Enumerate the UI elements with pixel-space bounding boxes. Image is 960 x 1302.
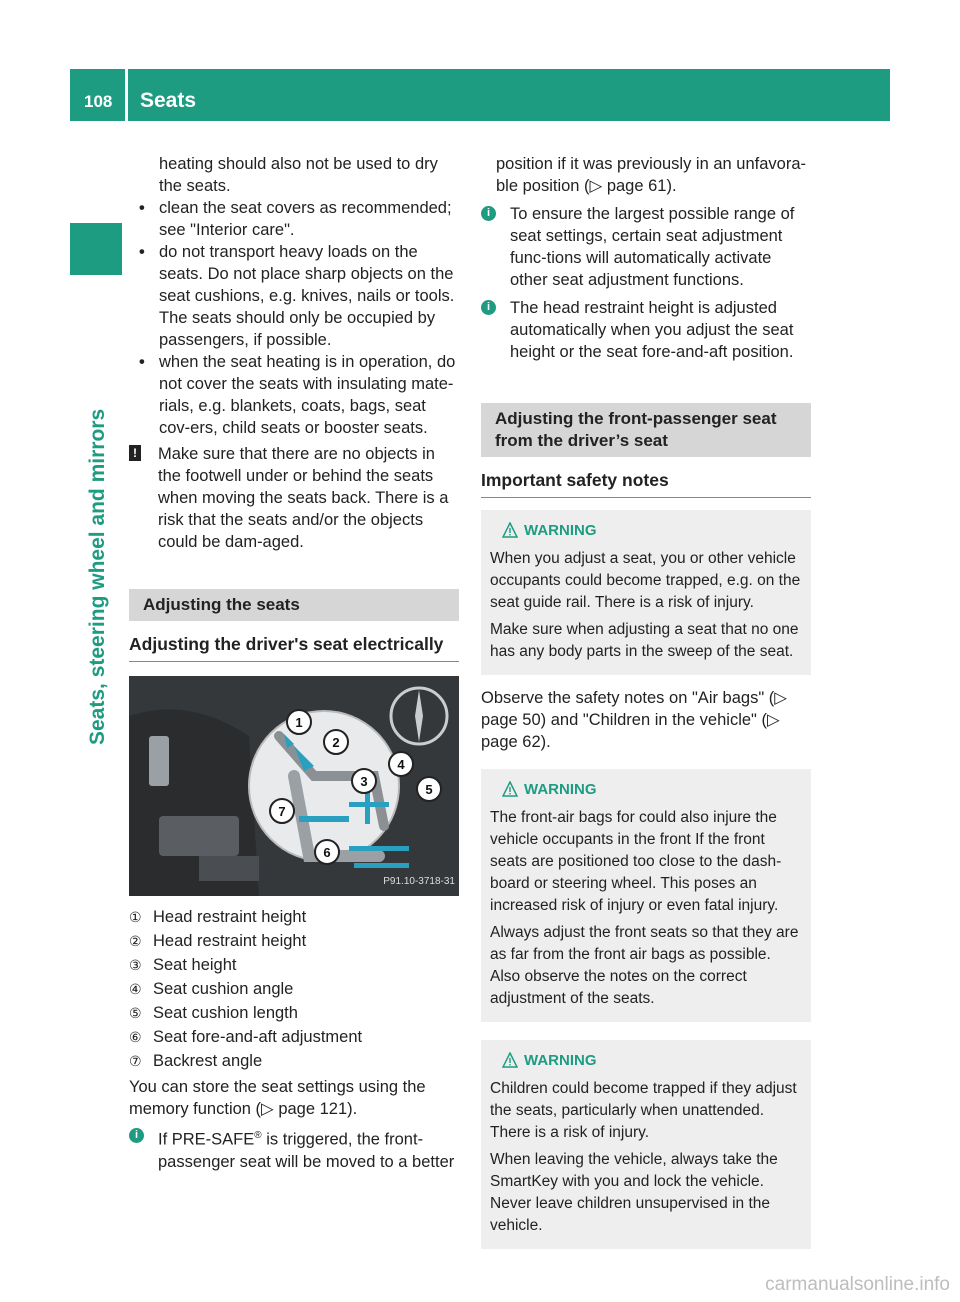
warning-triangle-icon <box>502 522 518 538</box>
info-icon: i <box>129 1128 144 1143</box>
warning-triangle-icon <box>502 781 518 797</box>
bullet-icon: • <box>139 199 145 217</box>
svg-text:3: 3 <box>360 774 368 789</box>
legend-number: ⑦ <box>129 1053 142 1069</box>
svg-text:7: 7 <box>278 804 286 819</box>
svg-text:5: 5 <box>425 782 433 797</box>
info-note: i To ensure the largest possible range of seat settings, certain seat adjustment func-tions will automatically activate other seat adjustment functions. <box>481 203 811 291</box>
legend-number: ② <box>129 933 142 949</box>
warning-heading: WARNING <box>490 779 802 801</box>
chapter-tab <box>70 223 122 275</box>
warning-text: When leaving the vehicle, always take the SmartKey with you and lock the vehicle. Never leave children unsupervised in the vehicle. <box>490 1151 778 1234</box>
svg-text:6: 6 <box>323 845 331 860</box>
legend-item: ④ Seat cushion angle <box>129 980 294 998</box>
legend-number: ⑥ <box>129 1029 142 1045</box>
warning-text: When you adjust a seat, you or other vehicle occupants could become trapped, e.g. on the seat guide rail. There is a risk of injury. <box>490 550 801 611</box>
warning-box <box>481 1040 811 1249</box>
svg-text:4: 4 <box>397 757 405 772</box>
seat-controls-figure <box>129 676 459 896</box>
legend-item: ⑥ Seat fore-and-aft adjustment <box>129 1028 363 1046</box>
list-item: • when the seat heating is in operation, do not cover the seats with insulating mate-rials, e.g. blankets, coats, bags, seat cov-ers, child seats or booster seats. <box>139 353 456 437</box>
presafe-continuation: position if it was previously in an unfavora-ble position (▷ page 61). <box>496 155 806 195</box>
warning-text: The front-air bags for could also injure the vehicle occupants in the front If the front seats are positioned too close to the dash-board or steering wheel. This poses an increased risk of injury or even fatal injury. <box>490 809 782 914</box>
legend-item: ① Head restraint height <box>129 908 307 926</box>
figure-code: P91.10-3718-31 <box>383 876 455 887</box>
legend-item: ⑤ Seat cushion length <box>129 1004 298 1022</box>
exclamation-icon: ! <box>129 445 141 461</box>
section-heading: Adjusting the front-passenger seat from the driver’s seat <box>481 403 811 457</box>
warning-text: Make sure when adjusting a seat that no one has any body parts in the sweep of the seat. <box>490 621 799 660</box>
legend-number: ③ <box>129 957 142 973</box>
page-number: 108 <box>84 92 113 111</box>
page-title: Seats <box>140 89 197 112</box>
svg-text:1: 1 <box>295 715 303 730</box>
right-column <box>481 153 811 1249</box>
info-note: i The head restraint height is adjusted automatically when you adjust the seat height or the seat fore-and-aft position. <box>481 297 811 363</box>
warning-text: Children could become trapped if they adjust the seats, particularly when unattended. There is a risk of injury. <box>490 1080 797 1141</box>
observe-text: Observe the safety notes on "Air bags" (▷ page 50) and "Children in the vehicle" (▷ page 62). <box>481 689 787 751</box>
section-heading: Adjusting the seats <box>129 589 459 621</box>
memory-text: You can store the seat settings using the memory function (▷ page 121). <box>129 1078 426 1118</box>
warning-heading: WARNING <box>490 1050 802 1072</box>
list-item: • clean the seat covers as recommended; see "Interior care". <box>139 199 452 239</box>
legend-item: ② Head restraint height <box>129 932 307 950</box>
legend-number: ④ <box>129 981 142 997</box>
legend <box>129 906 459 1072</box>
intro-continuation: heating should also not be used to dry the seats. <box>159 155 438 195</box>
bullet-icon: • <box>139 353 145 371</box>
svg-text:2: 2 <box>332 735 340 750</box>
legend-item: ③ Seat height <box>129 956 237 974</box>
header-divider <box>125 69 128 121</box>
warning-box <box>481 510 811 675</box>
info-icon: i <box>481 300 496 315</box>
seat-controls-illustration <box>129 676 459 896</box>
warning-heading: WARNING <box>490 520 802 542</box>
caution-note: ! Make sure that there are no objects in the footwell under or behind the seats when moving the seats back. There is a risk that the seats and/or the objects could be dam-aged. <box>129 443 459 553</box>
warning-triangle-icon <box>502 1052 518 1068</box>
bullet-icon: • <box>139 243 145 261</box>
left-column <box>129 153 459 1173</box>
watermark: carmanualsonline.info <box>765 1274 950 1295</box>
subsection-heading: Adjusting the driver's seat electrically <box>129 633 459 662</box>
warning-box <box>481 769 811 1022</box>
chapter-title: Seats, steering wheel and mirrors <box>86 408 109 745</box>
warning-text: Always adjust the front seats so that they are as far from the front air bags as possible. Also observe the notes on the correct adjustment of the seats. <box>490 924 799 1007</box>
info-note: i If PRE-SAFE® is triggered, the front-passenger seat will be moved to a better <box>129 1125 459 1173</box>
legend-number: ① <box>129 909 142 925</box>
subsection-heading: Important safety notes <box>481 469 811 498</box>
legend-item: ⑦ Backrest angle <box>129 1052 263 1070</box>
legend-number: ⑤ <box>129 1005 142 1021</box>
list-item: • do not transport heavy loads on the seats. Do not place sharp objects on the seat cushions, e.g. knives, nails or tools. The seats should only be occupied by passengers, if possible. <box>139 243 455 349</box>
info-icon: i <box>481 206 496 221</box>
